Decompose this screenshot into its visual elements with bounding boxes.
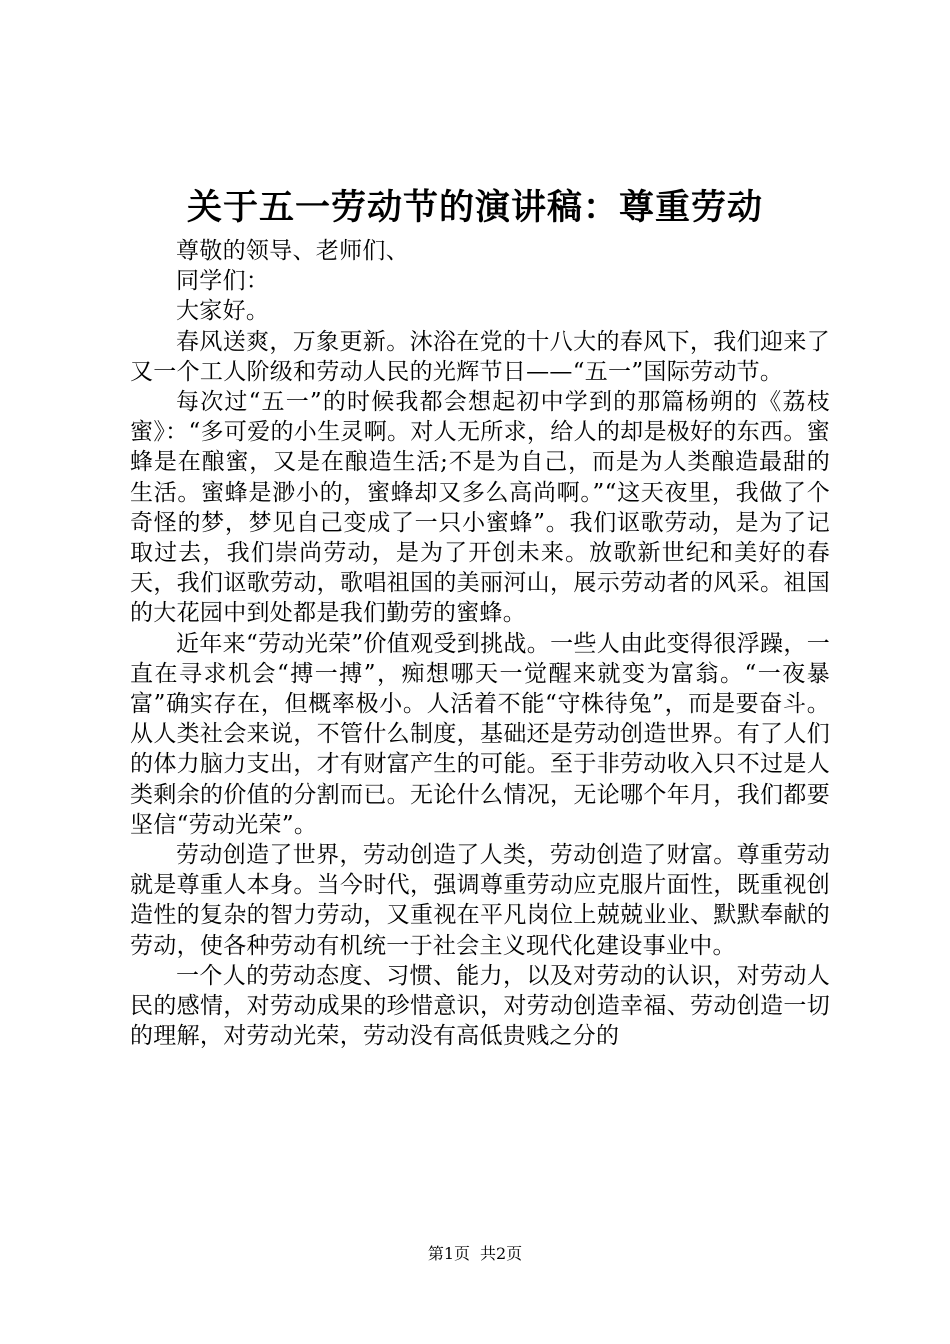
document-title: 关于五一劳动节的演讲稿：尊重劳动 [186,188,763,228]
paragraph: 每次过“五一”的时候我都会想起初中学到的那篇杨朔的《荔枝蜜》：“多可爱的小生灵啊。对人无所求，给人的却是极好的东西。蜜蜂是在酿蜜，又是在酿造生活;不是为自己，而是为人类酿造最甜的生活。蜜蜂是渺小的，蜜蜂却又多么高尚啊。”“这天夜里，我做了个奇怪的梦，梦见自己变成了一只小蜜蜂”。我们讴歌劳动，是为了记取过去，我们崇尚劳动，是为了开创未来。放歌新世纪和美好的春天，我们讴歌劳动，歌唱祖国的美丽河山，展示劳动者的风采。祖国的大花园中到处都是我们勤劳的蜜蜂。 [130,389,830,627]
paragraph: 一个人的劳动态度、习惯、能力，以及对劳动的认识，对劳动人民的感情，对劳动成果的珍惜意识，对劳动创造幸福、劳动创造一切的理解，对劳动光荣，劳动没有高低贵贱之分的 [130,962,830,1050]
page-total: 共2页 [480,1244,523,1263]
document-body [130,236,830,1051]
salutation-line-1: 尊敬的领导、老师们、 [176,238,409,264]
greeting: 大家好。 [176,298,270,325]
paragraph: 春风送爽，万象更新。沐浴在党的十八大的春风下，我们迎来了又一个工人阶级和劳动人民的光辉节日——“五一”国际劳动节。 [130,328,830,385]
paragraph: 近年来“劳动光荣”价值观受到挑战。一些人由此变得很浮躁，一直在寻求机会“搏一搏”，痴想哪天一觉醒来就变为富翁。“一夜暴富”确实存在，但概率极小。人活着不能“守株待兔”，而是要奋斗。从人类社会来说，不管什么制度，基础还是劳动创造世界。有了人们的体力脑力支出，才有财富产生的可能。至于非劳动收入只不过是人类剩余的价值的分割而已。无论什么情况，无论哪个年月，我们都要坚信“劳动光荣”。 [130,630,830,838]
page-number: 第1页 [427,1244,470,1263]
page-footer [0,1244,950,1264]
salutation-line-2: 同学们： [176,268,270,295]
paragraph: 劳动创造了世界，劳动创造了人类，劳动创造了财富。尊重劳动就是尊重人本身。当今时代，强调尊重劳动应克服片面性，既重视创造性的复杂的智力劳动，又重视在平凡岗位上兢兢业业、默默奉献的劳动，使各种劳动有机统一于社会主义现代化建设事业中。 [130,842,830,959]
